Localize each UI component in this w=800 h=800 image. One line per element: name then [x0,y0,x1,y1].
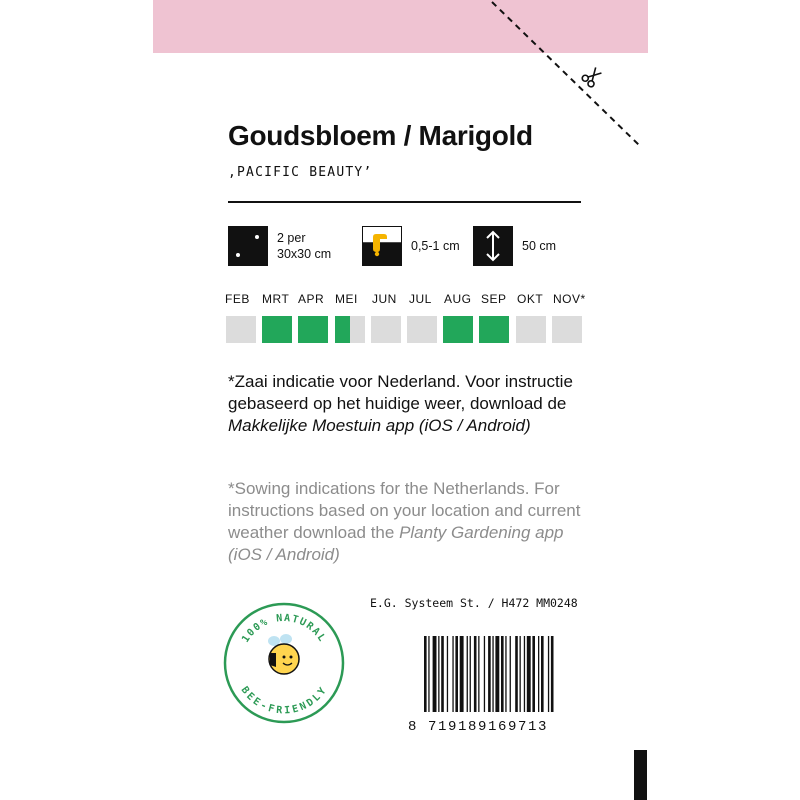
calendar-cell [479,316,509,343]
calendar-cell [371,316,401,343]
ean-right-group: 169713 [488,719,549,735]
bee-icon [268,634,299,674]
barcode-bar [527,636,531,712]
month-label: SEP [481,292,507,306]
calendar-cell [226,316,256,343]
barcode-bar [478,636,479,712]
spec-spacing [228,226,331,266]
barcode-bar [524,636,525,712]
barcode-bar [551,636,554,712]
barcode-bar [452,636,453,712]
sowing-fill [443,316,473,343]
barcode-bar [424,636,427,712]
product-title: Goudsbloem / Marigold [228,120,533,151]
sowing-fill [335,316,350,343]
sowing-fill [479,316,509,343]
bee-friendly-badge [222,601,346,725]
barcode-bar [510,636,511,712]
barcode-bar [505,636,506,712]
barcode-bar [447,636,448,712]
title-divider [228,201,581,203]
barcode-bar [455,636,458,712]
barcode-bar [428,636,429,712]
spacing-text: 2 per 30x30 cm [277,231,332,261]
calendar-cell [262,316,292,343]
badge-top-text: 100% NATURAL [240,612,328,645]
badge-bottom-text: BEE-FRIENDLY [238,684,330,717]
note-dutch: *Zaai indicatie voor Nederland. Voor instructie gebaseerd op het huidige weer, download de Makkelijke Moestuin app (iOS / Android) [228,372,573,435]
month-label: OKT [517,292,544,306]
calendar-cell [407,316,437,343]
barcode-bar [520,636,521,712]
ean-number [408,719,548,735]
variety-name: ,PACIFIC BEAUTY’ [228,165,373,180]
month-label: AUG [444,292,472,306]
barcode-bar [433,636,437,712]
barcode-bar [515,636,518,712]
note-english: *Sowing indications for the Netherlands. For instructions based on your location and current weather download the Planty Gardening app (iOS / Android) [228,479,581,564]
calendar-cell [443,316,473,343]
spec-height [473,226,556,266]
month-label: APR [298,292,325,306]
sowing-fill [298,316,328,343]
barcode-bar [467,636,468,712]
dutch-app-name: Makkelijke Moestuin app (iOS / Android) [228,416,531,435]
scissors-icon [581,65,604,88]
barcode-bar [484,636,485,712]
barcode-bar [495,636,499,712]
month-label: JUN [372,292,397,306]
barcode-bar [532,636,535,712]
barcode-bar [438,636,439,712]
calendar-cell [516,316,546,343]
ean-first-digit: 8 [408,719,419,735]
sowing-fill [262,316,292,343]
barcode-bar [460,636,464,712]
height-text: 50 cm [522,239,557,253]
month-label: NOV* [553,292,586,306]
footnote-asterisk: * [580,292,586,306]
english-app-name: Planty Gardening app (iOS / Android) [228,523,564,564]
barcode-bar [548,636,549,712]
calendar-cell [298,316,328,343]
barcode-bar [441,636,444,712]
barcode-bar [488,636,491,712]
month-label: MEI [335,292,358,306]
barcode-bar [470,636,471,712]
spacing-icon [228,226,268,266]
month-label: JUL [409,292,432,306]
barcode-bar [492,636,493,712]
product-code: E.G. Systeem St. / H472 MM0248 [370,596,578,610]
barcode-bar [474,636,477,712]
calendar-cell [552,316,582,343]
sowing-depth-text: 0,5-1 cm [411,239,460,253]
month-label: MRT [262,292,290,306]
barcode-bar [501,636,504,712]
barcode-bar [538,636,539,712]
barcode [424,636,580,712]
barcode-bar [541,636,544,712]
height-arrow-icon [473,226,513,266]
calendar-cell [335,316,365,343]
month-label: FEB [225,292,250,306]
spec-depth [362,226,460,266]
ean-left-group: 719189 [428,719,489,735]
edge-mark [634,750,647,800]
sowing-depth-icon [362,226,402,266]
